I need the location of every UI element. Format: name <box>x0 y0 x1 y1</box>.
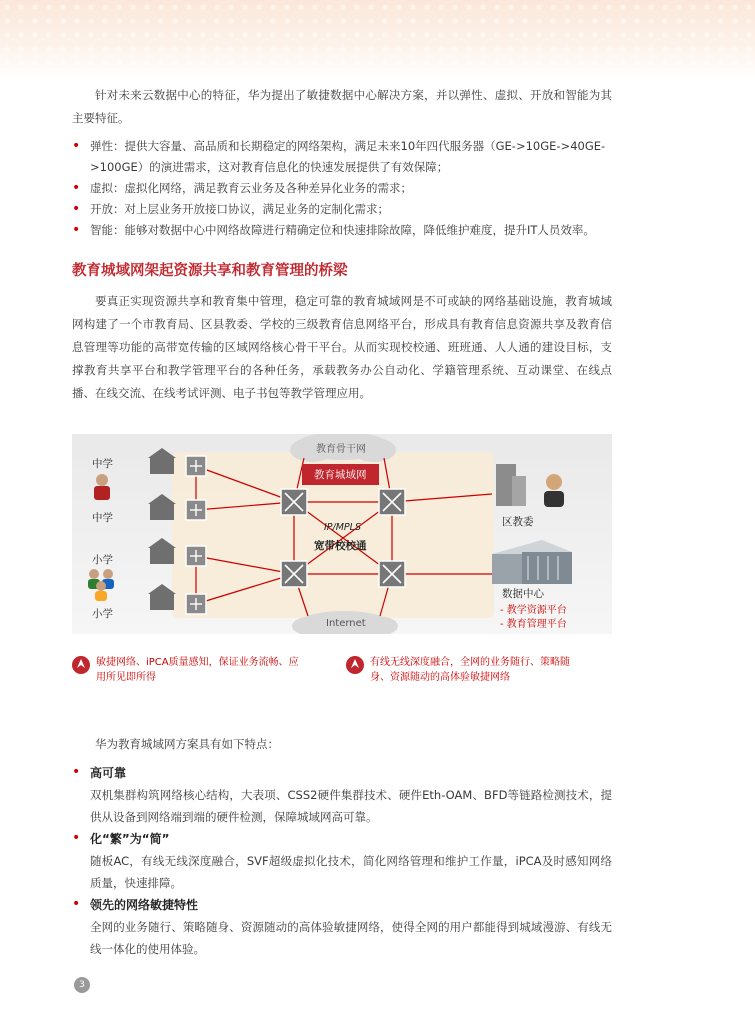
note-right: 有线无线深度融合，全网的业务随行、策略随身、资源随动的高体验敏捷网络 <box>370 657 570 683</box>
datacenter-label: 数据中心 <box>502 588 544 600</box>
section-paragraph: 要真正实现资源共享和教育集中管理，稳定可靠的教育城域网是不可或缺的网络基础设施，教育城域网构建了一个市教育局、区县教委、学校的三级教育信息网络平台，形成具有教育信息资源共享及教育信息管理等功能的高带宽传输的区域网络核心骨干平台。从而实现校校通、班班通、人人通的建设目标，支撑教育共享平台和教学管理平台的各种任务，承载教务办公自动化、学籍管理系统、互动课堂、在线点播、在线交流、在线考试评测、电子书包等教学管理应用。 <box>72 294 612 400</box>
internet-label: Internet <box>326 618 366 629</box>
school-label-middle-2: 中学 <box>92 512 113 524</box>
student-figures <box>88 474 114 601</box>
features-intro: 华为教育城域网方案具有如下特点： <box>95 737 279 751</box>
district-label: 区教委 <box>502 516 534 528</box>
features-intro-block <box>72 733 612 756</box>
section-title: 教育城域网架起资源共享和教育管理的桥梁 <box>72 263 348 279</box>
school-label-middle-1: 中学 <box>92 458 113 470</box>
bullet-elastic: • 弹性：提供大容量、高品质和长期稳定的网络架构，满足未来10年四代服务器（GE->10GE->40GE->100GE）的演进需求，这对教育信息化的快速发展提供了有效保障； <box>72 136 612 178</box>
bullet-intelligent: • 智能：能够对数据中心中网络故障进行精确定位和快速排除故障，降低维护难度，提升IT人员效率。 <box>72 220 612 241</box>
school-label-primary-2: 小学 <box>92 608 113 620</box>
feature-body: 随板AC，有线无线深度融合，SVF超级虚拟化技术，简化网络管理和维护工作量，iPCA及时感知网络质量，快速排障。 <box>90 854 612 890</box>
features-list <box>72 762 612 960</box>
feature-title: • 领先的网络敏捷特性 <box>90 898 199 912</box>
datacenter-item-resources: - 教学资源平台 <box>500 605 567 616</box>
intro-paragraph: 针对未来云数据中心的特征，华为提出了敏捷数据中心解决方案，并以弹性、虚拟、开放和智能为其主要特征。 <box>72 88 612 125</box>
feature-simplify <box>72 828 612 894</box>
datacenter-racks <box>492 540 572 584</box>
feature-title: • 高可靠 <box>90 766 127 780</box>
bullet-open: • 开放：对上层业务开放接口协议，满足业务的定制化需求； <box>72 199 612 220</box>
district-building <box>496 464 564 507</box>
section-block <box>72 260 612 282</box>
ip-mpls-label: IP/MPLS <box>324 522 361 533</box>
note-left: 敏捷网络、iPCA质量感知，保证业务流畅、应用所见即所得 <box>96 657 299 683</box>
feature-bullets <box>72 136 612 241</box>
feature-agile <box>72 894 612 960</box>
feature-title: • 化“繁”为“简” <box>90 832 170 846</box>
backbone-label: 教育骨干网 <box>316 444 366 455</box>
school-buildings <box>148 448 176 610</box>
section-body <box>72 290 612 405</box>
school-label-primary-1: 小学 <box>92 554 113 566</box>
wireless-fusion-icon <box>346 656 364 674</box>
header-decoration <box>0 0 755 80</box>
datacenter-item-management: - 教育管理平台 <box>500 619 567 630</box>
network-diagram <box>72 434 612 634</box>
page-number: 3 <box>74 977 90 993</box>
feature-body: 全网的业务随行、策略随身、资源随动的高体验敏捷网络，使得全网的用户都能得到城域漫游、有线无线一体化的使用体验。 <box>90 920 612 956</box>
broadband-label: 宽带校校通 <box>314 540 367 552</box>
feature-high-reliability <box>72 762 612 828</box>
feature-body: 双机集群构筑网络核心结构，大表项、CSS2硬件集群技术、硬件Eth-OAM、BFD等链路检测技术，提供从设备到网络端到端的硬件检测，保障城域网高可靠。 <box>90 788 612 824</box>
agile-network-icon <box>72 656 90 674</box>
metro-network-label: 教育城域网 <box>302 464 379 485</box>
intro-block <box>72 84 612 130</box>
bullet-virtual: • 虚拟：虚拟化网络，满足教育云业务及各种差异化业务的需求； <box>72 178 612 199</box>
